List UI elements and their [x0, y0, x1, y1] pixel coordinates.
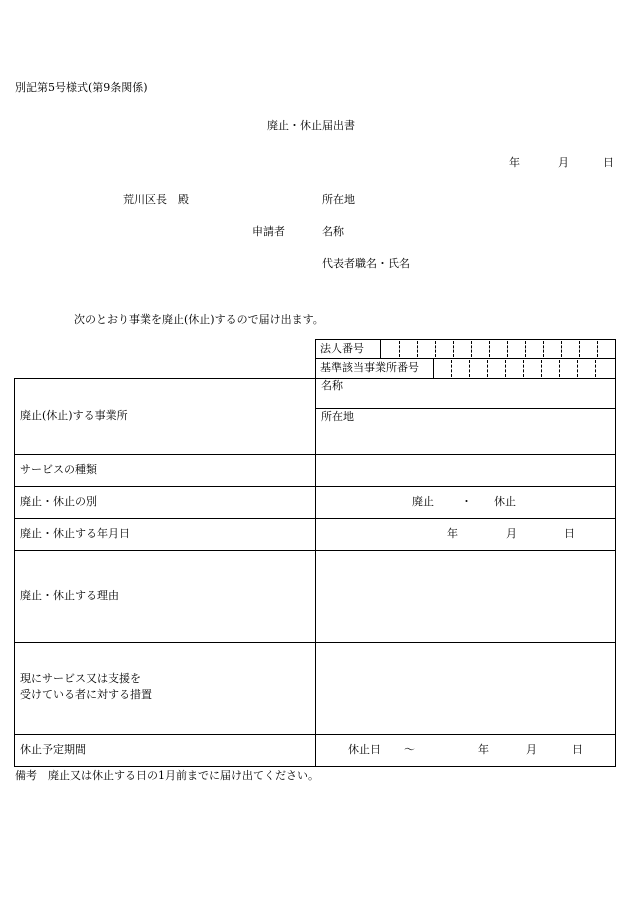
row-divider-3: [14, 518, 616, 519]
applicant-location-label: 所在地: [322, 193, 355, 206]
category-suspend: 休止: [494, 495, 516, 508]
service-type-label: サービスの種類: [20, 463, 97, 476]
date-month-label: 月: [558, 156, 569, 169]
date-month: 月: [506, 527, 517, 540]
category-separator: ・: [461, 495, 472, 508]
category-abolish: 廃止: [412, 495, 434, 508]
period-month: 月: [526, 743, 537, 756]
row-divider-6: [14, 734, 616, 735]
office-number-label-divider: [433, 358, 434, 379]
reason-label: 廃止・休止する理由: [20, 589, 119, 602]
date-day-label: 日: [603, 156, 614, 169]
page-title: 廃止・休止届出書: [267, 119, 355, 132]
intro-text: 次のとおり事業を廃止(休止)するので届け出ます。: [74, 313, 324, 326]
category-label: 廃止・休止の別: [20, 495, 97, 508]
measures-label-line2: 受けている者に対する措置: [20, 688, 152, 701]
representative-label: 代表者職名・氏名: [322, 257, 410, 270]
office-name-label: 名称: [321, 379, 343, 392]
applicant-name-label: 名称: [322, 225, 344, 238]
period-label: 休止予定期間: [20, 743, 86, 756]
measures-label-line1: 現にサービス又は支援を: [20, 672, 141, 685]
row-divider-1: [14, 454, 616, 455]
office-name-divider: [315, 408, 616, 409]
office-label: 廃止(休止)する事業所: [20, 409, 128, 422]
id-row-divider: [315, 358, 616, 359]
form-number: 別記第5号様式(第9条関係): [15, 81, 148, 94]
note-text: 備考 廃止又は休止する日の1月前までに届け出てください。: [15, 769, 319, 782]
applicant-label: 申請者: [252, 225, 285, 238]
period-start-label: 休止日: [348, 743, 381, 756]
period-day: 日: [572, 743, 583, 756]
corporate-number-label-divider: [380, 339, 381, 359]
row-divider-5: [14, 642, 616, 643]
addressee: 荒川区長 殿: [123, 193, 189, 206]
row-divider-4: [14, 550, 616, 551]
date-year-label: 年: [509, 156, 520, 169]
row-divider-2: [14, 486, 616, 487]
table-column-divider: [315, 378, 316, 767]
date-label: 廃止・休止する年月日: [20, 527, 130, 540]
date-year: 年: [447, 527, 458, 540]
office-location-label: 所在地: [321, 410, 354, 423]
corporate-number-label: 法人番号: [320, 342, 364, 355]
period-tilde: ～: [404, 743, 415, 756]
period-year: 年: [478, 743, 489, 756]
date-day: 日: [564, 527, 575, 540]
office-number-label: 基準該当事業所番号: [320, 361, 419, 374]
